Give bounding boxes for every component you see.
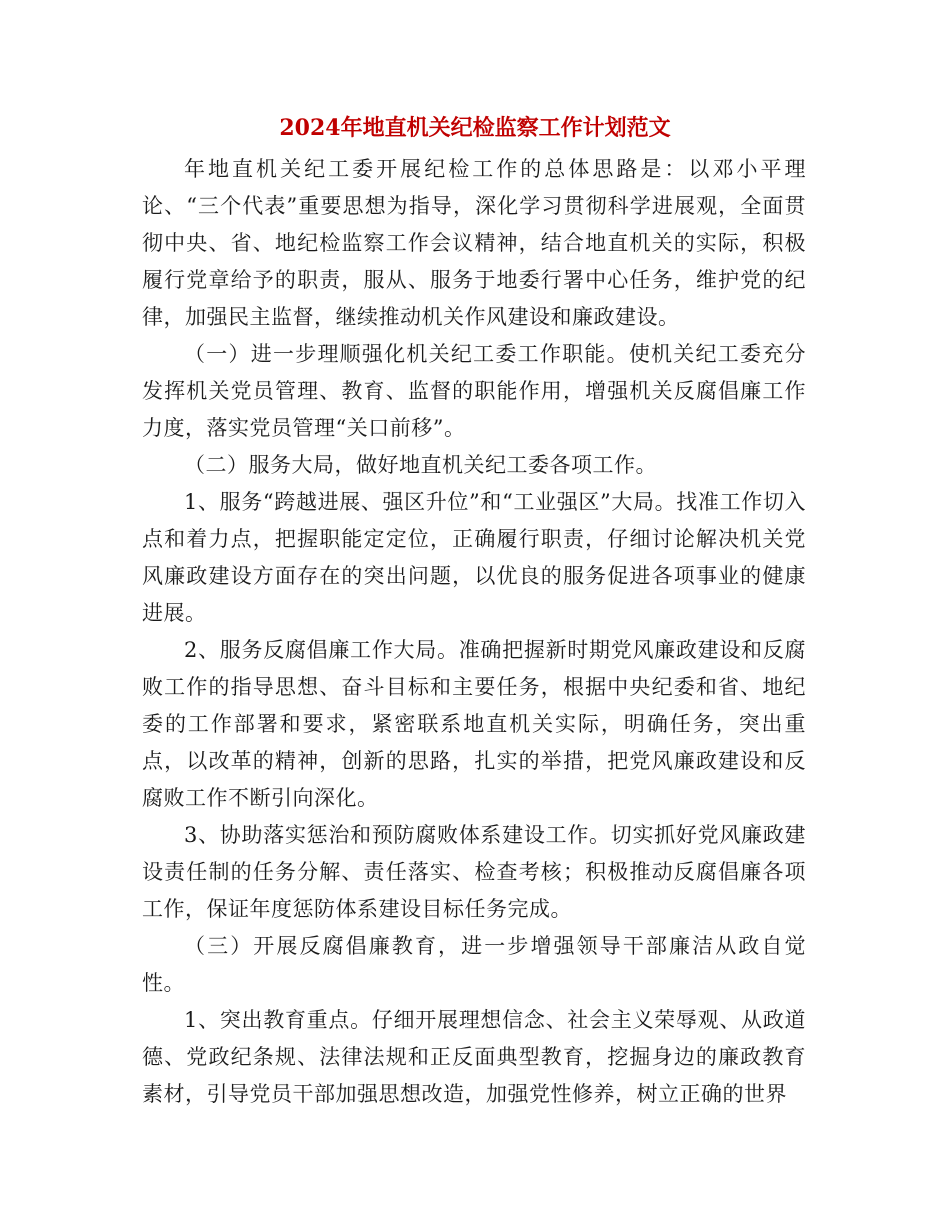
paragraph-section-2: （二）服务大局，做好地直机关纪工委各项工作。 [184,453,657,477]
paragraph-section-3: （三）开展反腐倡廉教育，进一步增强领导干部廉洁从政自觉性。 [142,934,806,995]
paragraph-item-3-1: 1、突出教育重点。仔细开展理想信念、社会主义荣辱观、从政道德、党政纪条规、法律法规和正反面典型教育，挖掘身边的廉政教育素材，引导党员干部加强思想改造，加强党性修养，树立正确的世界 [142,1008,806,1106]
paragraph-item-2-1: 1、服务“跨越进展、强区升位”和“工业强区”大局。找准工作切入点和着力点，把握职能定定位，正确履行职责，仔细讨论解决机关党风廉政建设方面存在的突出问题，以优良的服务促进各项事业的健康进展。 [142,490,806,625]
document-body [142,151,806,1113]
paragraph-section-1: （一）进一步理顺强化机关纪工委工作职能。使机关纪工委充分发挥机关党员管理、教育、监督的职能作用，增强机关反腐倡廉工作力度，落实党员管理“关口前移”。 [142,342,806,440]
paragraph-item-2-2: 2、服务反腐倡廉工作大局。准确把握新时期党风廉政建设和反腐败工作的指导思想、奋斗目标和主要任务，根据中央纪委和省、地纪委的工作部署和要求，紧密联系地直机关实际，明确任务，突出重点，以改革的精神，创新的思路，扎实的举措，把党风廉政建设和反腐败工作不断引向深化。 [142,638,806,810]
paragraph-intro: 年地直机关纪工委开展纪检工作的总体思路是：以邓小平理论、“三个代表”重要思想为指导，深化学习贯彻科学进展观，全面贯彻中央、省、地纪检监察工作会议精神，结合地直机关的实际，积极履行党章给予的职责，服从、服务于地委行署中心任务，维护党的纪律，加强民主监督，继续推动机关作风建设和廉政建设。 [142,157,806,329]
document-title: 2024年地直机关纪检监察工作计划范文 [279,115,671,141]
paragraph-item-2-3: 3、协助落实惩治和预防腐败体系建设工作。切实抓好党风廉政建设责任制的任务分解、责任落实、检查考核；积极推动反腐倡廉各项工作，保证年度惩防体系建设目标任务完成。 [142,823,806,921]
